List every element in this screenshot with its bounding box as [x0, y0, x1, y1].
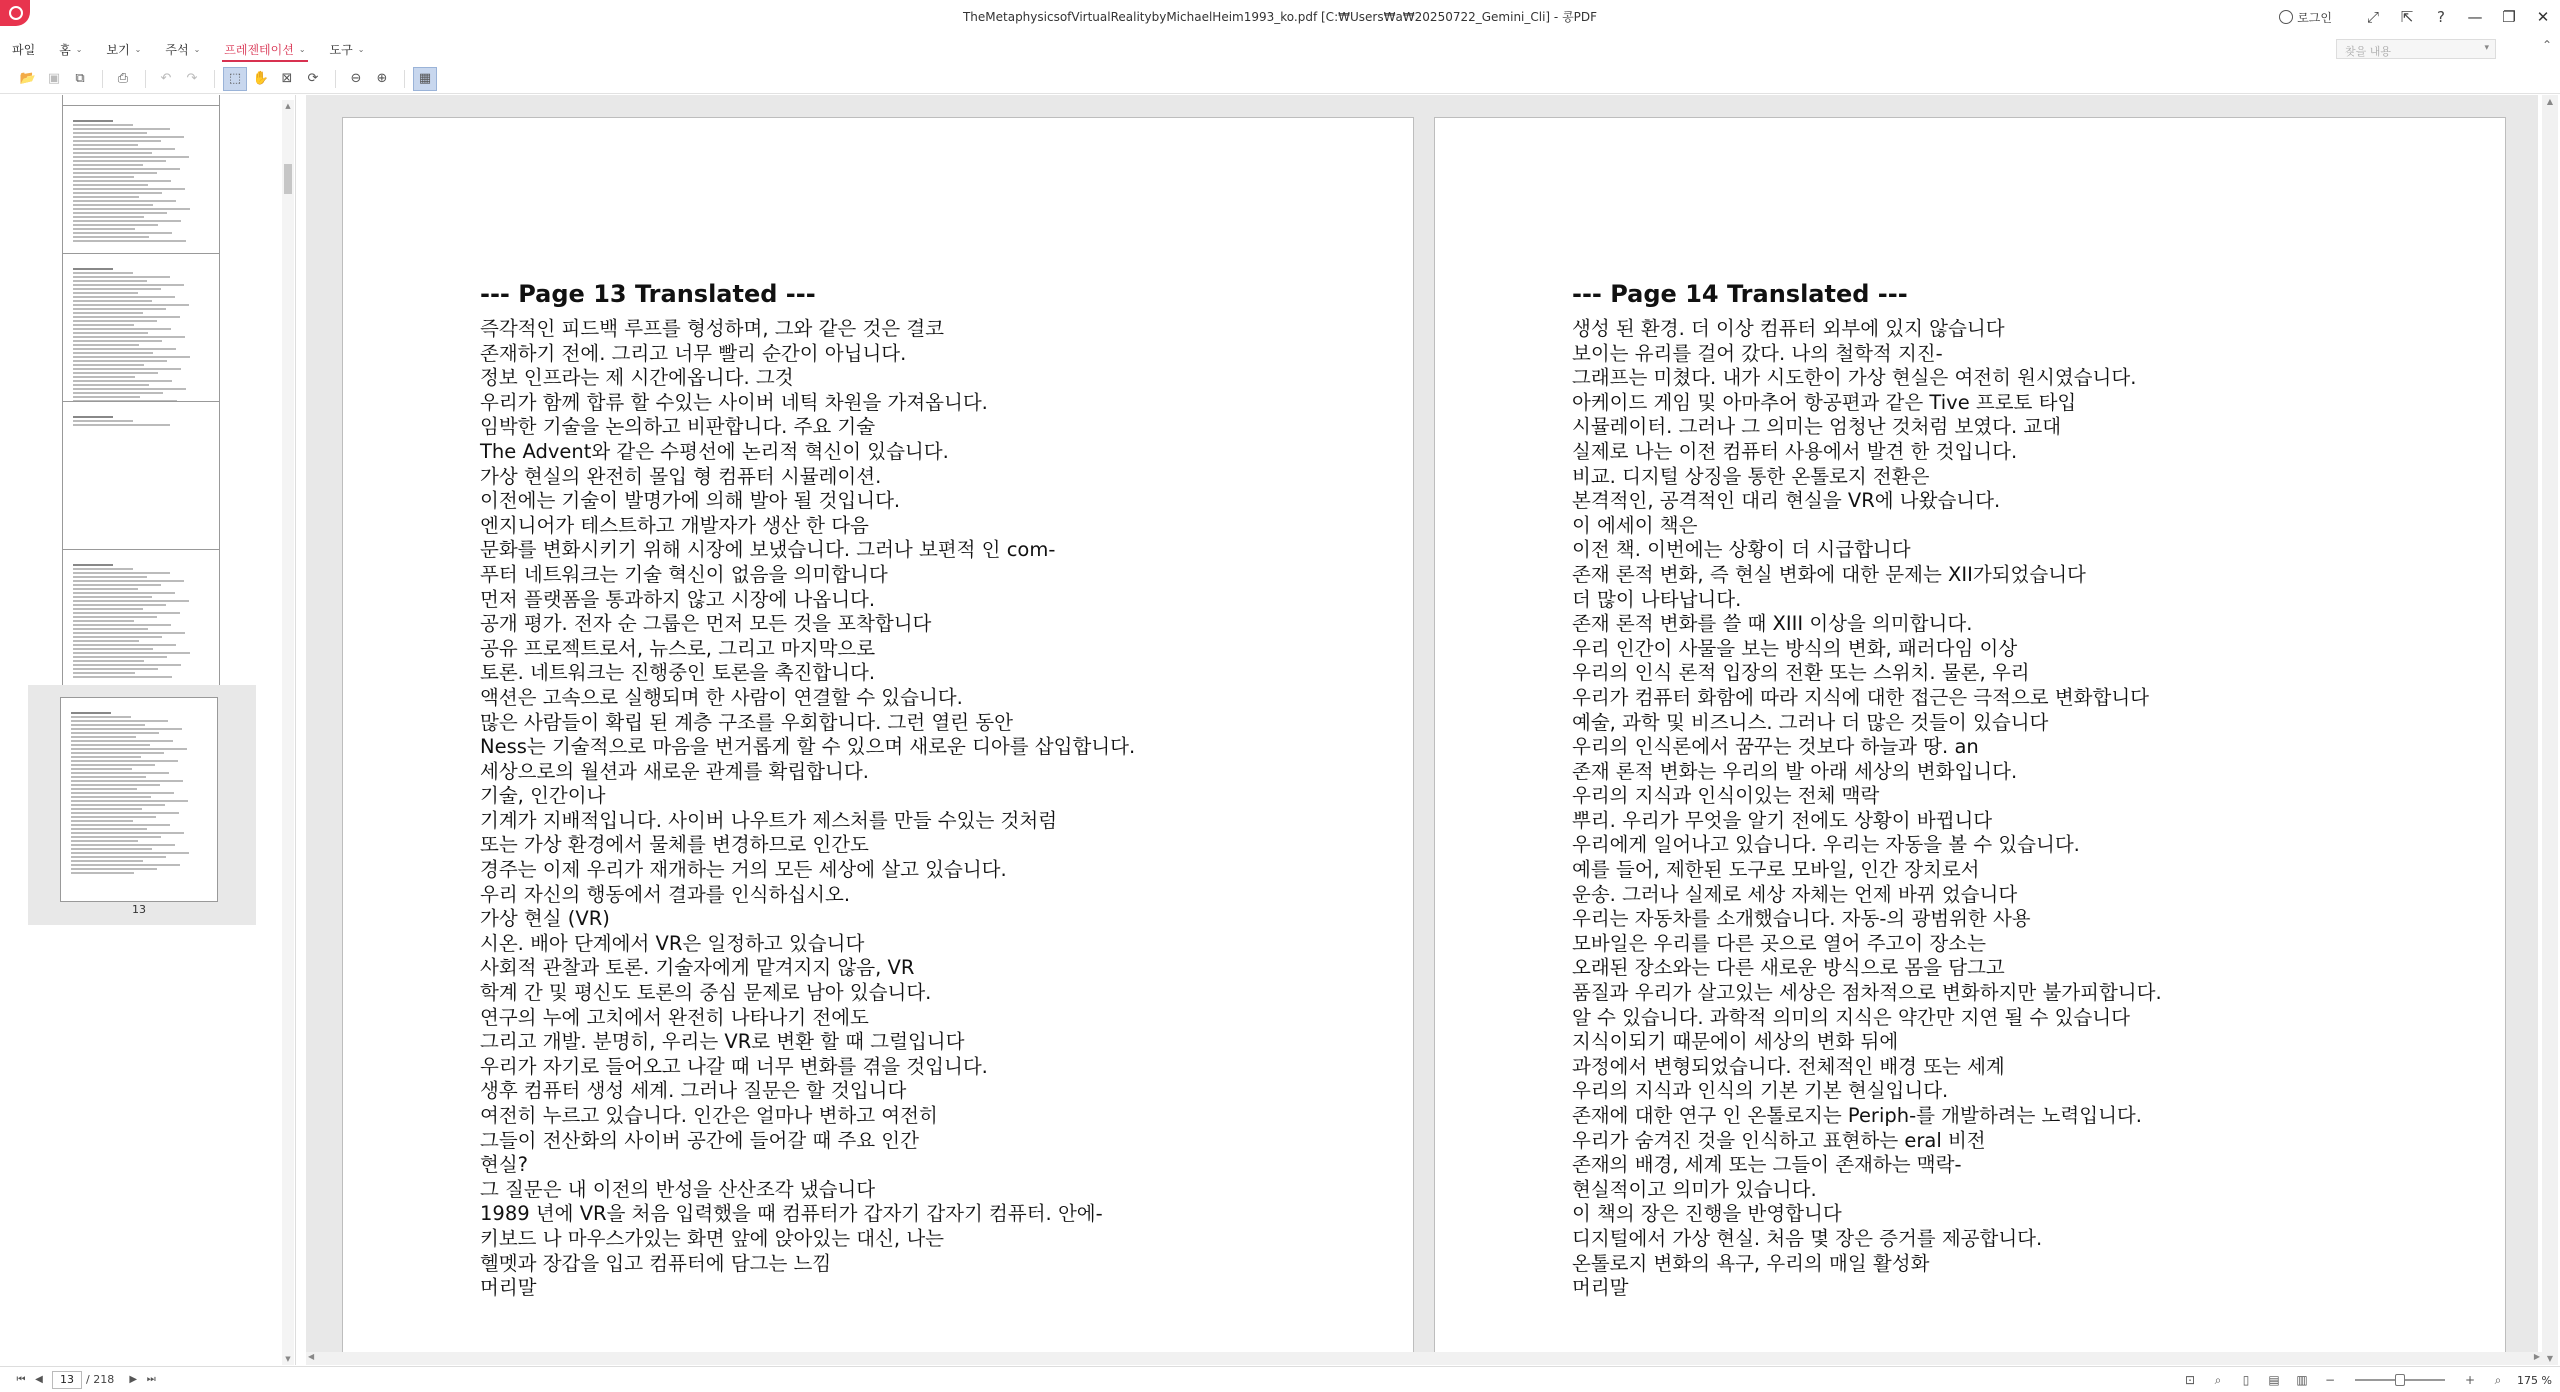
first-page-icon[interactable]: ⏮ — [16, 1374, 26, 1385]
text-line: 이 에세이 책은 — [1572, 513, 1698, 537]
zoom-in-icon[interactable]: ⊕ — [376, 71, 388, 86]
thumbnail-page-number: 13 — [132, 903, 146, 916]
toolbar-divider — [102, 70, 103, 88]
menu-item[interactable] — [0, 34, 47, 64]
save-all-icon[interactable]: ⧉ — [75, 71, 85, 86]
text-line: 기술, 인간이나 — [480, 784, 606, 808]
pdf-page — [342, 117, 1414, 1365]
text-line: 엔지니어가 테스트하고 개발자가 생산 한 다음 — [480, 513, 869, 537]
text-line: 오래된 장소와는 다른 새로운 방식으로 몸을 담그고 — [1572, 956, 2005, 980]
chevron-down-icon: ⌄ — [193, 44, 201, 54]
text-line: 이 책의 장은 진행을 반영합니다 — [1572, 1202, 1842, 1226]
text-line: 비교. 디지털 상징을 통한 온톨로지 전환은 — [1572, 464, 1930, 488]
scroll-down-arrow-icon[interactable]: ▼ — [285, 1355, 291, 1363]
login-button[interactable] — [2279, 9, 2332, 26]
sidebar-scroll-thumb[interactable] — [284, 164, 292, 194]
horizontal-scrollbar[interactable] — [306, 1352, 2542, 1365]
menu-item[interactable] — [318, 34, 377, 64]
text-line: 이전에는 기술이 발명가에 의해 발아 될 것입니다. — [480, 489, 901, 513]
hand-tool-icon[interactable]: ✋ — [252, 71, 270, 86]
text-line: 사회적 관찰과 토론. 기술자에게 맡겨지지 않음, VR — [480, 956, 915, 980]
menu-item[interactable] — [47, 34, 94, 64]
last-page-icon[interactable]: ⏭ — [146, 1374, 156, 1385]
text-line: 존재에 대한 연구 인 온톨로지는 Periph-를 개발하려는 노력입니다. — [1572, 1104, 2142, 1127]
text-line: 1989 년에 VR을 처음 입력했을 때 컴퓨터가 갑자기 갑자기 컴퓨터. 안에- — [480, 1202, 1103, 1226]
page-body-text — [1572, 317, 2162, 1301]
toolbar — [0, 64, 2560, 94]
toolbar-divider — [404, 70, 405, 88]
scroll-right-arrow-icon[interactable]: ▶ — [2533, 1352, 2540, 1361]
text-line: 뿌리. 우리가 무엇을 알기 전에도 상황이 바뀝니다 — [1572, 808, 1993, 832]
rotate-icon[interactable]: ⟳ — [307, 71, 319, 86]
text-line: 정보 인프라는 제 시간에옵니다. 그것 — [480, 366, 794, 390]
redo-icon[interactable]: ↷ — [186, 71, 198, 86]
zoom-slider-knob[interactable] — [2395, 1374, 2405, 1386]
scroll-up-arrow-icon[interactable]: ▲ — [2546, 97, 2554, 106]
text-line: 먼저 플랫폼을 통과하지 않고 시장에 나옵니다. — [480, 587, 876, 611]
status-bar — [0, 1366, 2560, 1392]
status-right-controls — [2181, 1367, 2552, 1392]
search-placeholder: 찾을 내용 — [2345, 45, 2392, 58]
text-line: 머리말 — [480, 1276, 537, 1300]
text-line: 우리의 지식과 인식의 기본 기본 현실입니다. — [1572, 1079, 1949, 1103]
zoom-icon[interactable]: ⌕ — [2494, 1372, 2502, 1387]
text-line: 여전히 누르고 있습니다. 인간은 얼마나 변하고 여전히 — [480, 1104, 938, 1127]
text-line: 공개 평가. 전자 순 그룹은 먼저 모든 것을 포착합니다 — [480, 612, 932, 636]
login-label: 로그인 — [2297, 10, 2332, 25]
text-line: 시온. 배아 단계에서 VR은 일정하고 있습니다 — [480, 931, 865, 955]
zoom-search-icon[interactable]: ⌕ — [2214, 1372, 2222, 1387]
page-total: / 218 — [86, 1373, 115, 1386]
text-line: 이전 책. 이번에는 상황이 더 시급합니다 — [1572, 538, 1911, 562]
prev-page-icon[interactable]: ◀ — [35, 1374, 43, 1385]
pdf-page — [1434, 117, 2506, 1365]
menu-item-label: 프레젠테이션 — [224, 42, 294, 57]
undo-icon[interactable]: ↶ — [160, 71, 172, 86]
menu-item-label: 보기 — [106, 42, 130, 57]
text-line: 가상 현실의 완전히 몰입 형 컴퓨터 시뮬레이션. — [480, 464, 882, 488]
text-line: 디지털에서 가상 현실. 처음 몇 장은 증거를 제공합니다. — [1572, 1226, 2043, 1250]
page-heading: --- Page 13 Translated --- — [480, 280, 816, 308]
fit-page-icon[interactable]: ▦ — [413, 67, 437, 91]
text-line: 임박한 기술을 논의하고 비판합니다. 주요 기술 — [480, 415, 876, 439]
chevron-down-icon: ⌄ — [298, 44, 306, 54]
text-line: 예를 들어, 제한된 도구로 모바일, 인간 장치로서 — [1572, 858, 1980, 882]
text-line: 품질과 우리가 살고있는 세상은 점차적으로 변화하지만 불가피합니다. — [1572, 981, 2162, 1005]
toolbar-divider — [145, 70, 146, 88]
text-line: 즉각적인 피드백 루프를 형성하며, 그와 같은 것은 결코 — [480, 317, 945, 340]
menu-item-label: 도구 — [329, 42, 353, 57]
text-line: 많은 사람들이 확립 된 계층 구조를 우회합니다. 그런 열린 동안 — [480, 710, 1013, 734]
text-line: 우리는 자동차를 소개했습니다. 자동-의 광범위한 사용 — [1572, 907, 2031, 931]
window-title: TheMetaphysicsofVirtualRealitybyMichaelHeim1993_ko.pdf [C:₩Users₩a₩20250722_Gemini_Cli] - 콩PDF — [962, 10, 1598, 24]
text-line: 그리고 개발. 분명히, 우리는 VR로 변환 할 때 그럴입니다 — [480, 1030, 965, 1054]
maximize-button[interactable]: ❐ — [2502, 8, 2516, 26]
text-line: The Advent와 같은 수평선에 논리적 혁신이 있습니다. — [480, 439, 949, 463]
collapse-ribbon-icon[interactable]: ⌃ — [2541, 38, 2552, 52]
text-line: 존재 론적 변화, 즉 현실 변화에 대한 문제는 XII가되었습니다 — [1572, 562, 2086, 586]
menu-item[interactable] — [153, 34, 212, 64]
chevron-down-icon: ⌄ — [134, 44, 142, 54]
chevron-down-icon[interactable]: ▾ — [2484, 43, 2489, 53]
zoom-level[interactable]: 175 % — [2517, 1373, 2552, 1387]
text-line: 우리의 인식론에서 꿈꾸는 것보다 하늘과 땅. an — [1572, 735, 1979, 759]
chevron-down-icon: ⌄ — [75, 44, 83, 54]
text-line: 그들이 전산화의 사이버 공간에 들어갈 때 주요 인간 — [480, 1128, 919, 1152]
text-line: 우리에게 일어나고 있습니다. 우리는 자동을 볼 수 있습니다. — [1572, 833, 2080, 857]
text-line: 본격적인, 공격적인 대리 현실을 VR에 나왔습니다. — [1572, 489, 2001, 513]
thumbnail-sidebar — [0, 95, 296, 1365]
text-line: 경주는 이제 우리가 재개하는 거의 모든 세상에 살고 있습니다. — [480, 858, 1007, 882]
toolbar-divider — [214, 70, 215, 88]
save-icon[interactable]: ▣ — [47, 71, 61, 86]
menu-item[interactable] — [94, 34, 153, 64]
text-line: 우리가 컴퓨터 화함에 따라 지식에 대한 접근은 극적으로 변화합니다 — [1572, 685, 2150, 709]
two-page-icon[interactable]: ▥ — [2296, 1373, 2308, 1387]
text-line: 연구의 누에 고치에서 완전히 나타나기 전에도 — [480, 1005, 869, 1029]
text-line: 문화를 변화시키기 위해 시장에 보냈습니다. 그러나 보편적 인 com- — [480, 538, 1056, 562]
text-line: 보이는 유리를 걸어 갔다. 나의 철학적 지진- — [1572, 341, 1943, 365]
menu-item[interactable] — [212, 34, 317, 64]
scroll-down-arrow-icon[interactable]: ▼ — [2546, 1354, 2554, 1363]
scroll-left-arrow-icon[interactable]: ◀ — [308, 1352, 315, 1361]
text-line: 우리가 자기로 들어오고 나갈 때 너무 변화를 겪을 것입니다. — [480, 1054, 988, 1078]
snapshot-icon[interactable]: ⊠ — [281, 71, 293, 86]
text-line: 존재의 배경, 세계 또는 그들이 존재하는 맥락- — [1572, 1153, 1962, 1177]
menu-item-label: 파일 — [12, 42, 36, 57]
text-line: 기계가 지배적입니다. 사이버 나우트가 제스처를 만들 수있는 것처럼 — [480, 808, 1058, 832]
text-line: 알 수 있습니다. 과학적 의미의 지식은 약간만 지연 될 수 있습니다 — [1572, 1005, 2130, 1029]
print-icon[interactable]: ⎙ — [117, 71, 129, 86]
text-line: 온톨로지 변화의 욕구, 우리의 매일 활성화 — [1572, 1251, 1930, 1275]
text-line: 학계 간 및 평신도 토론의 중심 문제로 남아 있습니다. — [480, 981, 932, 1005]
text-line: Ness는 기술적으로 마음을 번거롭게 할 수 있으며 새로운 디아를 삽입합니다. — [480, 735, 1136, 759]
user-icon — [2279, 10, 2293, 24]
next-page-icon[interactable]: ▶ — [129, 1374, 138, 1385]
view-mode-icon[interactable]: ⊡ — [2185, 1373, 2196, 1387]
expand-icon[interactable]: ⤢ — [2366, 8, 2379, 26]
toolbar-divider — [335, 70, 336, 88]
text-line: 현실? — [480, 1153, 529, 1177]
text-line: 액션은 고속으로 실행되며 한 사람이 연결할 수 있습니다. — [480, 685, 963, 709]
zoom-out-icon[interactable]: − — [2325, 1373, 2336, 1387]
text-line: 존재 론적 변화는 우리의 발 아래 세상의 변화입니다. — [1572, 759, 2018, 783]
text-line: 우리가 숨겨진 것을 인식하고 표현하는 eral 비전 — [1572, 1128, 1986, 1152]
menu-bar — [0, 34, 2560, 64]
close-button[interactable]: ✕ — [2536, 8, 2550, 26]
page-number-input[interactable]: 13 — [52, 1371, 82, 1389]
text-line: 우리가 함께 합류 할 수있는 사이버 네틱 차원을 가져옵니다. — [480, 390, 988, 414]
page-heading: --- Page 14 Translated --- — [1572, 280, 1908, 308]
open-file-icon[interactable]: 📂 — [19, 71, 37, 86]
text-line: 지식이되기 때문에이 세상의 변화 뒤에 — [1572, 1030, 1899, 1054]
single-page-icon[interactable]: ▯ — [2242, 1373, 2250, 1387]
title-bar-controls — [2279, 0, 2560, 34]
text-line: 더 많이 나타납니다. — [1572, 587, 1742, 611]
help-icon[interactable]: ? — [2437, 8, 2445, 26]
search-input[interactable] — [2336, 39, 2496, 59]
text-line: 또는 가상 환경에서 물체를 변경하므로 인간도 — [480, 833, 869, 857]
text-line: 운송. 그러나 실제로 세상 자체는 언제 바뀌 었습니다 — [1572, 882, 2018, 906]
document-scrollbar[interactable] — [2542, 95, 2558, 1365]
text-line: 우리 자신의 행동에서 결과를 인식하십시오. — [480, 882, 851, 906]
text-line: 토론. 네트워크는 진행중인 토론을 촉진합니다. — [480, 661, 876, 685]
text-line: 그 질문은 내 이전의 반성을 산산조각 냈습니다 — [480, 1177, 876, 1201]
text-line: 가상 현실 (VR) — [480, 907, 610, 931]
select-tool-icon[interactable]: ⬚ — [223, 67, 247, 91]
zoom-out-icon[interactable]: ⊖ — [350, 71, 362, 86]
text-line: 세상으로의 월션과 새로운 관계를 확립합니다. — [480, 759, 869, 783]
sidebar-scrollbar[interactable] — [282, 100, 294, 1365]
text-line: 그래프는 미쳤다. 내가 시도한이 가상 현실은 여전히 원시였습니다. — [1572, 366, 2137, 390]
text-line: 우리의 인식 론적 입장의 전환 또는 스위치. 물론, 우리 — [1572, 661, 2030, 685]
text-line: 키보드 나 마우스가있는 화면 앞에 앉아있는 대신, 나는 — [480, 1226, 945, 1250]
continuous-page-icon[interactable]: ▤ — [2268, 1373, 2280, 1387]
text-line: 예술, 과학 및 비즈니스. 그러나 더 많은 것들이 있습니다 — [1572, 710, 2049, 734]
menu-item-label: 홈 — [59, 42, 71, 57]
zoom-slider[interactable] — [2355, 1379, 2445, 1381]
minimize-button[interactable]: — — [2467, 8, 2483, 26]
text-line: 생후 컴퓨터 생성 세계. 그러나 질문은 할 것입니다 — [480, 1079, 907, 1103]
chevron-down-icon: ⌄ — [357, 44, 365, 54]
text-line: 시뮬레이터. 그러나 그 의미는 엄청난 것처럼 보였다. 교대 — [1572, 415, 2062, 439]
text-line: 존재하기 전에. 그리고 너무 빨리 순간이 아닙니다. — [480, 341, 907, 365]
menu-item-label: 주석 — [165, 42, 189, 57]
page-thumbnail[interactable] — [28, 685, 256, 925]
share-icon[interactable]: ⇱ — [2400, 8, 2414, 26]
text-line: 실제로 나는 이전 컴퓨터 사용에서 발견 한 것입니다. — [1572, 439, 2018, 463]
text-line: 존재 론적 변화를 쓸 때 XIII 이상을 의미합니다. — [1572, 612, 1973, 636]
page-body-text — [480, 317, 1135, 1301]
scroll-up-arrow-icon[interactable]: ▲ — [285, 102, 291, 110]
text-line: 공유 프로젝트로서, 뉴스로, 그리고 마지막으로 — [480, 636, 876, 660]
text-line: 생성 된 환경. 더 이상 컴퓨터 외부에 있지 않습니다 — [1572, 317, 2005, 340]
text-line: 모바일은 우리를 다른 곳으로 열어 주고이 장소는 — [1572, 931, 1986, 955]
text-line: 현실적이고 의미가 있습니다. — [1572, 1177, 1817, 1201]
document-view — [306, 95, 2538, 1365]
thumbnail-page-image — [60, 697, 218, 902]
text-line: 헬멧과 장갑을 입고 컴퓨터에 담그는 느낌 — [480, 1251, 832, 1275]
text-line: 푸터 네트워크는 기술 혁신이 없음을 의미합니다 — [480, 562, 888, 586]
text-line: 우리 인간이 사물을 보는 방식의 변화, 패러다임 이상 — [1572, 636, 2018, 660]
zoom-in-icon[interactable]: + — [2465, 1373, 2476, 1387]
text-line: 아케이드 게임 및 아마추어 항공편과 같은 Tive 프로토 타입 — [1572, 390, 2077, 414]
text-line: 우리의 지식과 인식이있는 전체 맥락 — [1572, 784, 1880, 808]
text-line: 과정에서 변형되었습니다. 전체적인 배경 또는 세계 — [1572, 1054, 2005, 1078]
text-line: 머리말 — [1572, 1276, 1629, 1300]
title-bar — [0, 0, 2560, 34]
